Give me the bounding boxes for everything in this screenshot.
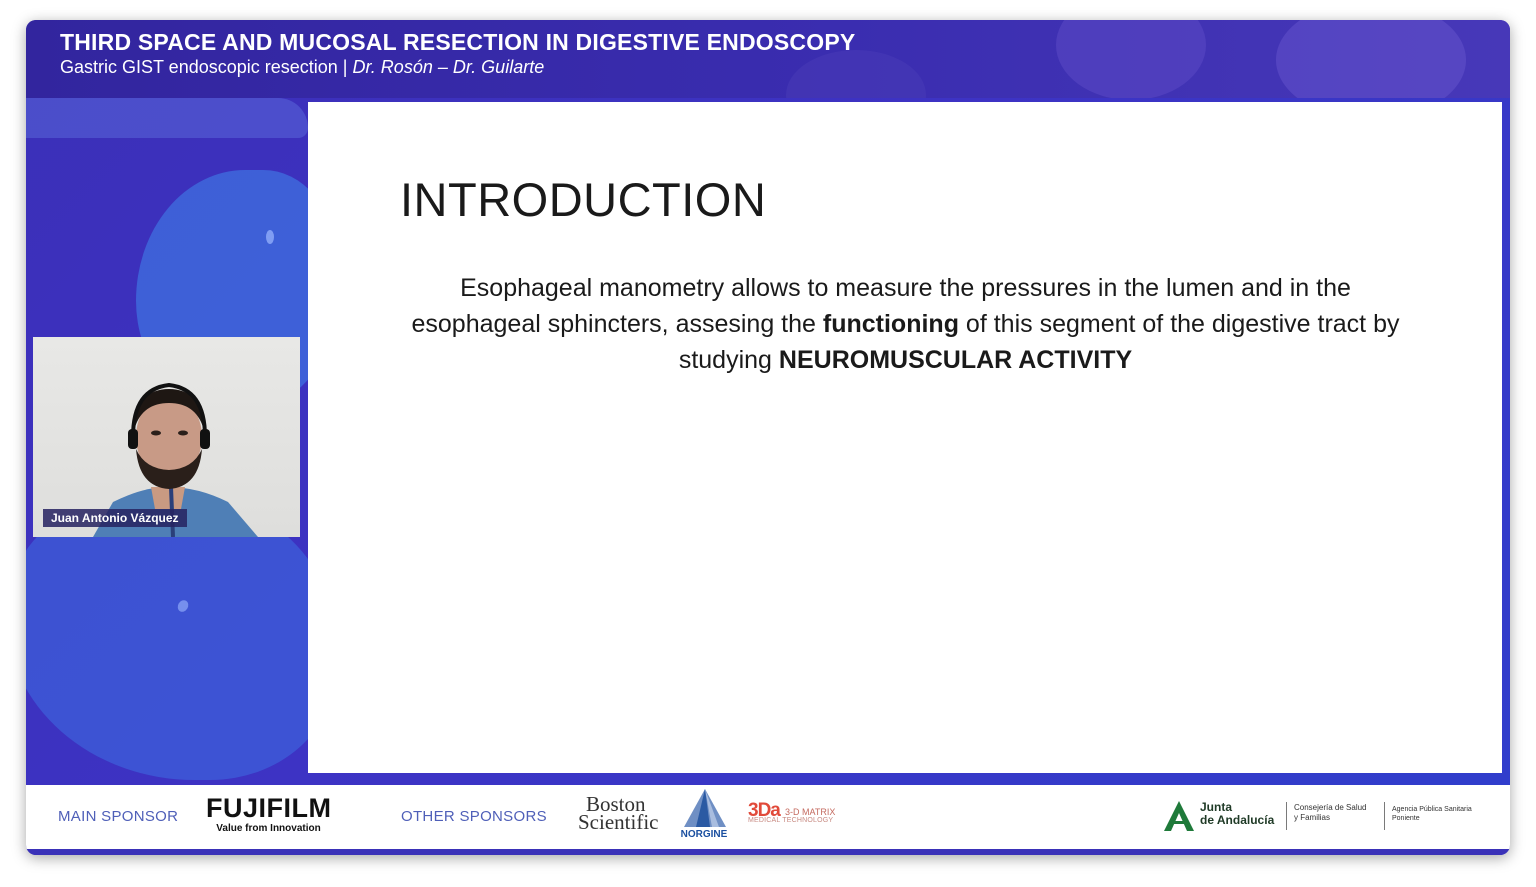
background-decoration <box>26 98 308 138</box>
slide-body-text <box>408 270 1403 378</box>
agencia-text <box>1392 805 1472 823</box>
fujifilm-logo <box>206 794 331 834</box>
main-sponsor-label: MAIN SPONSOR <box>58 808 179 825</box>
consejeria-text <box>1294 803 1367 823</box>
3d-matrix-mark: 3Da <box>748 800 780 821</box>
junta-andalucia-emblem-icon <box>1162 799 1196 833</box>
junta-line-2: de Andalucía <box>1200 813 1275 827</box>
sponsor-footer <box>26 785 1510 849</box>
boston-line-1: Boston <box>586 792 646 816</box>
body-text-part: of this segment of the digestive tract by studying <box>678 310 1400 374</box>
logo-divider <box>1384 802 1385 830</box>
speaker-video-feed <box>33 337 300 537</box>
boston-line-2: Scientific <box>578 810 659 834</box>
header-decoration <box>786 50 926 98</box>
norgine-sail-icon <box>674 787 734 831</box>
event-subtitle <box>60 57 544 78</box>
slide-content <box>308 102 1502 773</box>
body-emphasis: NEUROMUSCULAR ACTIVITY <box>778 346 1133 374</box>
slide-heading: INTRODUCTION <box>400 173 767 226</box>
presentation-window <box>26 20 1510 855</box>
body-emphasis: functioning <box>822 310 959 338</box>
logo-divider <box>1286 802 1287 830</box>
3d-matrix-name: 3-D MATRIX <box>785 807 836 817</box>
speaker-name-label: Juan Antonio Vázquez <box>43 509 187 527</box>
agencia-line-2: Poniente <box>1392 815 1420 822</box>
3d-matrix-logo <box>748 800 848 830</box>
consejeria-line-2: y Familias <box>1294 813 1331 822</box>
3d-matrix-subtitle: MEDICAL TECHNOLOGY <box>748 817 834 824</box>
header-decoration <box>1276 20 1466 98</box>
junta-line-1: Junta <box>1200 800 1233 814</box>
body-text-part: Esophageal manometry allows to measure the pressures in the lumen and in the esophageal sphincters, assesing the <box>411 274 1351 338</box>
background-decoration <box>266 230 274 244</box>
junta-andalucia-logo <box>1162 799 1482 835</box>
junta-andalucia-name <box>1200 801 1274 827</box>
session-title: Gastric GIST endoscopic resection | <box>60 57 348 77</box>
header-decoration <box>1056 20 1206 98</box>
other-sponsors-label: OTHER SPONSORS <box>401 808 547 825</box>
fujifilm-tagline: Value from Innovation <box>216 823 321 834</box>
event-title: THIRD SPACE AND MUCOSAL RESECTION IN DIGESTIVE ENDOSCOPY <box>60 29 856 55</box>
norgine-logo <box>674 787 734 843</box>
consejeria-line-1: Consejería de Salud <box>1294 803 1367 812</box>
boston-scientific-logo <box>578 792 659 834</box>
agencia-line-1: Agencia Pública Sanitaria <box>1392 806 1472 813</box>
fujifilm-name: FUJIFILM <box>206 793 332 823</box>
speaker-webcam[interactable] <box>33 337 300 537</box>
session-authors: Dr. Rosón – Dr. Guilarte <box>352 57 545 77</box>
norgine-name: NORGINE <box>680 829 728 840</box>
footer-accent-bar <box>26 849 1510 855</box>
event-header <box>26 20 1510 98</box>
